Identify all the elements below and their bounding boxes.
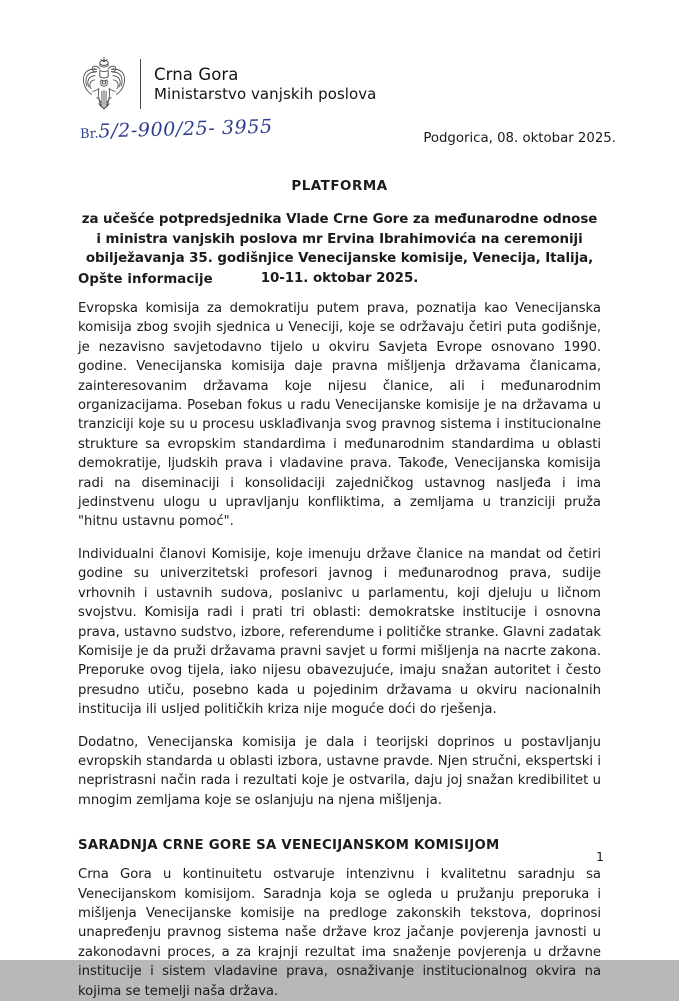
handwritten-reference-number xyxy=(80,116,273,143)
section-heading-saradnja: SARADNJA CRNE GORE SA VENECIJANSKOM KOMISIJOM xyxy=(78,838,500,854)
letterhead-text xyxy=(154,64,376,104)
letterhead-divider xyxy=(140,59,141,109)
reference-value: 5/2-900/25- 3955 xyxy=(98,115,273,143)
document-type-heading: PLATFORMA xyxy=(291,179,388,194)
date-line: Podgorica, 08. oktobar 2025. xyxy=(423,131,616,146)
reference-prefix: Br. xyxy=(79,126,99,142)
paragraph: Individualni članovi Komisije, koje imenuju države članice na mandat od četiri godine su univerzitetski profesori javnog i međunarodnog prava, sudije vrhovnih i ustavnih sudova, poslanivc u parlamentu, koji djeluju u ličnom svojstvu. Komisija radi i prati tri oblasti: demokratske institucije i osnovna prava, ustavno sudstvo, izbore, referendume i političke stranke. Glavni zadatak Komisije je da pruži državama pravni savjet u formi mišljenja na nacrte zakona. Preporuke ovog tijela, iako nijesu obavezujuće, imaju snažan autoritet i često presudno utiču, posebno kada u pojedinim državama u okviru nacionalnih institucija ili usljed političkih kriza nije moguće doći do rješenja. xyxy=(78,546,601,718)
paragraph: Crna Gora u kontinuitetu ostvaruje intenzivnu i kvalitetnu saradnju sa Venecijanskom komisijom. Saradnja koja se ogleda u pružanju preporuka i mišljenja Venecijanske komisije na predloge zakonskih tekstova, doprinosi unapređenju pravnog sistema naše države kroz jačanje povjerenja javnosti u zakonodavni proces, a za krajnji rezultat ima snaženje povjerenja u državne institucije i sistem vladavine prava, osnaživanje institucionalnog okvira na kojima se temelji naša država. xyxy=(78,867,601,999)
section-heading-opste-informacije: Opšte informacije xyxy=(78,272,213,287)
document-subtitle: za učešće potpredsjednika Vlade Crne Gore za međunarodne odnose i ministra vanjskih poslova mr Ervina Ibrahimovića na ceremoniji obilježavanja 35. godišnjice Venecijanske komisije, Venecija, Italija, 10-11. oktobar 2025. xyxy=(81,212,598,287)
paragraph: Evropska komisija za demokratiju putem prava, poznatija kao Venecijanska komisija zbog svojih sjednica u Veneciji, koje se održavaju četiri puta godišnje, je nezavisno savjetodavno tijelo u okviru Savjeta Evrope osnovano 1990. godine. Venecijanska komisija daje pravna mišljenja državama članicama, zainteresovanim državama koje nijesu članice, ali i međunarodnim organizacijama. Poseban fokus u radu Venecijanske komisije je na državama u tranziciji koje su u procesu usklađivanja svog pravnog sistema i institucionalne strukture sa evropskim standardima i međunarodnim standardima u oblasti demokratije, ljudskih prava i vladavine prava. Takođe, Venecijanska komisija radi na diseminaciji i konsolidaciji zajedničkog ustavnog nasljeđa i ima jedinstvenu ulogu u upravljanju konfliktima, a zemljama u tranziciji pruža "hitnu ustavnu pomoć". xyxy=(78,301,601,530)
montenegro-coat-of-arms-icon xyxy=(78,55,130,113)
ministry-name: Ministarstvo vanjskih poslova xyxy=(154,84,377,103)
letterhead xyxy=(78,55,376,113)
paragraph: Dodatno, Venecijanska komisija je dala i teorijski doprinos u postavljanju evropskih standarda u oblasti izbora, ustavne pravde. Njen stručni, ekspertski i nepristrasni način rada i rezultati koje je ostvarila, daju joj snažan kredibilitet u mnogim zemljama koje se oslanjuju na njena mišljenja. xyxy=(78,734,601,808)
page-number: 1 xyxy=(596,849,604,864)
document-body xyxy=(78,272,601,1001)
country-name: Crna Gora xyxy=(154,64,239,84)
